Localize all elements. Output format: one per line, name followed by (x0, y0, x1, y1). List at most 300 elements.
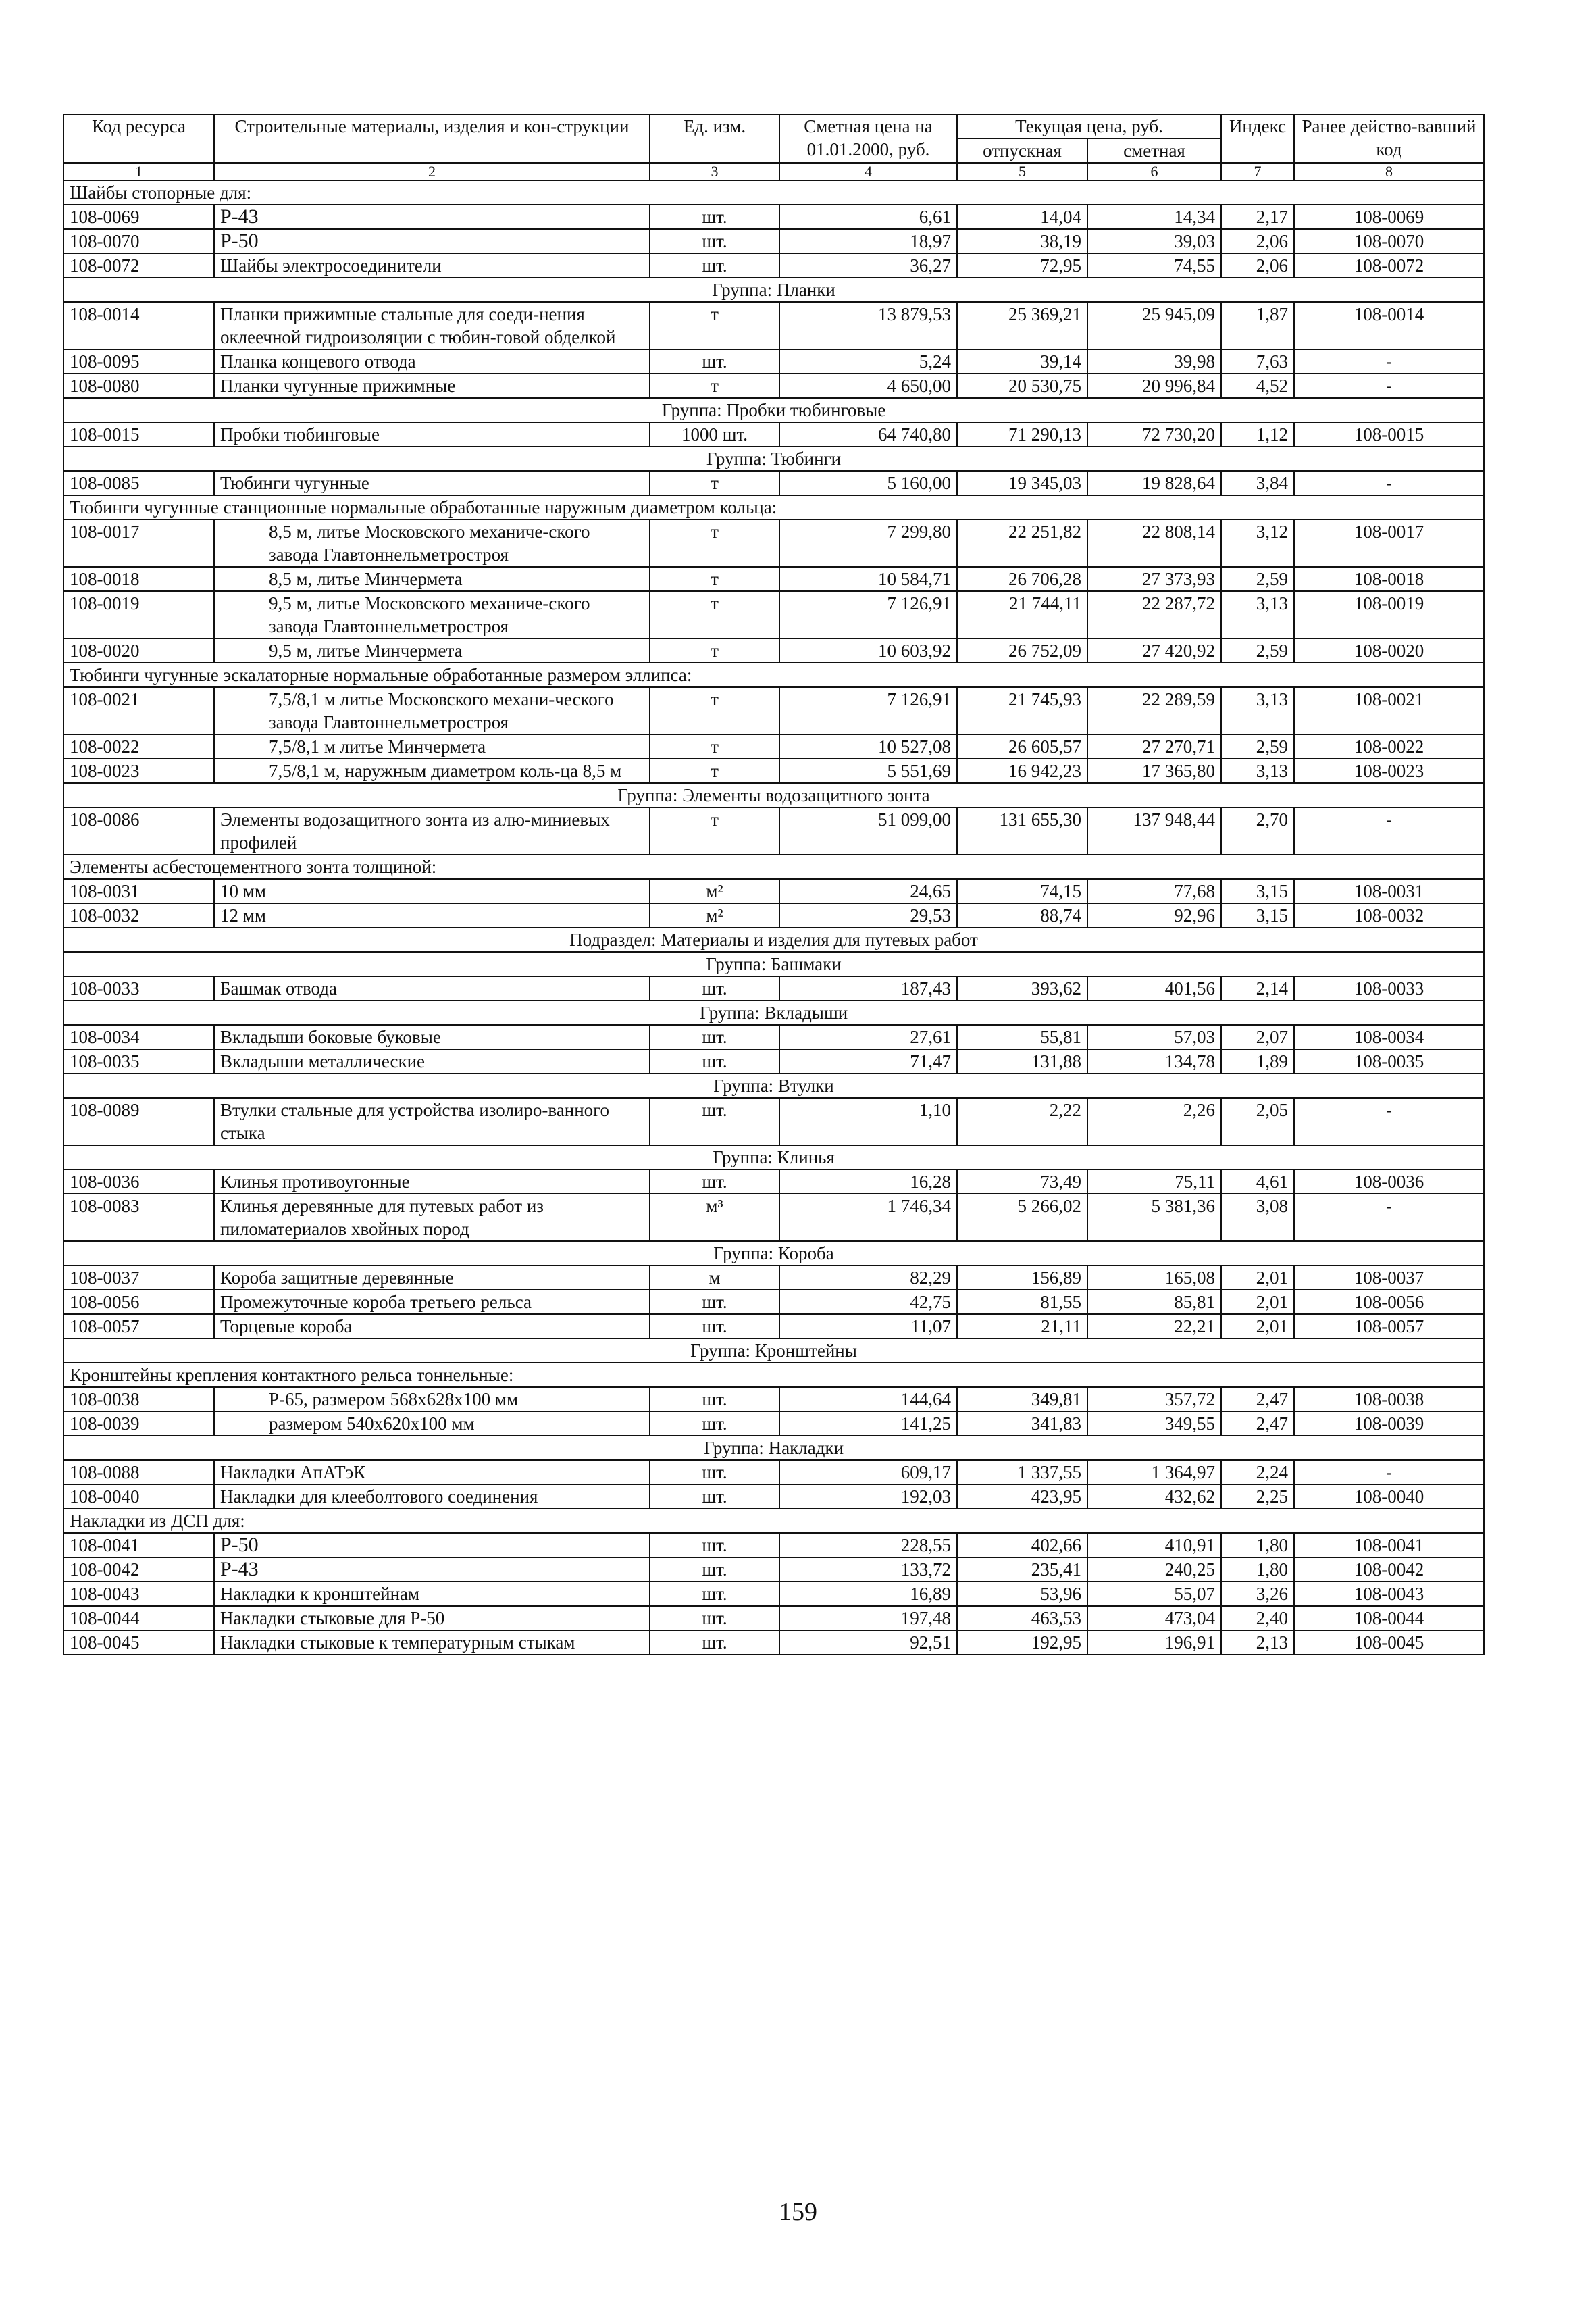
cell-index: 2,01 (1221, 1314, 1294, 1338)
cell-name: 12 мм (214, 903, 650, 928)
table-row (63, 1460, 1484, 1484)
cell-index: 3,12 (1221, 520, 1294, 567)
cell-name: Планки прижимные стальные для соеди-нения оклеечной гидроизоляции с тюбин-говой обделкой (214, 302, 650, 349)
cell-release-price: 88,74 (957, 903, 1087, 928)
cell-unit: шт. (650, 1314, 779, 1338)
cell-unit: шт. (650, 1606, 779, 1630)
cell-index: 1,80 (1221, 1557, 1294, 1582)
section-title: Подраздел: Материалы и изделия для путевых работ (63, 928, 1484, 952)
cell-unit: шт. (650, 1025, 779, 1049)
cell-estimate-price: 25 945,09 (1087, 302, 1221, 349)
column-number: 4 (779, 163, 957, 180)
cell-prev-code: 108-0072 (1294, 253, 1484, 278)
cell-base-price: 1 746,34 (779, 1194, 957, 1241)
column-number: 1 (63, 163, 214, 180)
cell-unit: шт. (650, 1098, 779, 1145)
table-row (63, 807, 1484, 855)
cell-code: 108-0031 (63, 879, 214, 903)
table-row (63, 1049, 1484, 1074)
cell-estimate-price: 5 381,36 (1087, 1194, 1221, 1241)
group-row (63, 278, 1484, 302)
cell-release-price: 74,15 (957, 879, 1087, 903)
cell-estimate-price: 196,91 (1087, 1630, 1221, 1655)
cell-code: 108-0014 (63, 302, 214, 349)
cell-name: 9,5 м, литье Московского механиче-ского завода Главтоннельметростроя (214, 591, 650, 638)
cell-release-price: 131 655,30 (957, 807, 1087, 855)
cell-estimate-price: 20 996,84 (1087, 374, 1221, 398)
cell-code: 108-0020 (63, 638, 214, 663)
group-row (63, 1241, 1484, 1265)
cell-unit: шт. (650, 1533, 779, 1557)
cell-prev-code: 108-0056 (1294, 1290, 1484, 1314)
cell-prev-code: 108-0032 (1294, 903, 1484, 928)
cell-code: 108-0017 (63, 520, 214, 567)
cell-estimate-price: 14,34 (1087, 205, 1221, 229)
cell-code: 108-0036 (63, 1169, 214, 1194)
cell-base-price: 10 584,71 (779, 567, 957, 591)
cell-name: Тюбинги чугунные (214, 471, 650, 495)
cell-release-price: 393,62 (957, 976, 1087, 1001)
cell-prev-code: 108-0042 (1294, 1557, 1484, 1582)
group-title: Группа: Элементы водозащитного зонта (63, 783, 1484, 807)
table-row (63, 205, 1484, 229)
column-number: 5 (957, 163, 1087, 180)
cell-base-price: 16,89 (779, 1582, 957, 1606)
table-row (63, 1582, 1484, 1606)
cell-estimate-price: 72 730,20 (1087, 422, 1221, 447)
subgroup-title: Тюбинги чугунные эскалаторные нормальные обработанные размером эллипса: (63, 663, 1484, 687)
cell-index: 2,24 (1221, 1460, 1294, 1484)
cell-release-price: 21,11 (957, 1314, 1087, 1338)
cell-code: 108-0057 (63, 1314, 214, 1338)
cell-index: 2,06 (1221, 253, 1294, 278)
cell-release-price: 156,89 (957, 1265, 1087, 1290)
cell-prev-code: - (1294, 349, 1484, 374)
cell-name: 7,5/8,1 м, наружным диаметром коль-ца 8,5 м (214, 759, 650, 783)
cell-index: 2,13 (1221, 1630, 1294, 1655)
cell-code: 108-0019 (63, 591, 214, 638)
cell-base-price: 13 879,53 (779, 302, 957, 349)
table-row (63, 1411, 1484, 1436)
cell-unit: шт. (650, 1484, 779, 1509)
cell-unit: шт. (650, 1411, 779, 1436)
cell-base-price: 10 527,08 (779, 734, 957, 759)
cell-code: 108-0089 (63, 1098, 214, 1145)
cell-index: 4,52 (1221, 374, 1294, 398)
table-row (63, 976, 1484, 1001)
cell-code: 108-0045 (63, 1630, 214, 1655)
group-row (63, 1338, 1484, 1363)
cell-base-price: 10 603,92 (779, 638, 957, 663)
cell-code: 108-0085 (63, 471, 214, 495)
cell-index: 2,01 (1221, 1265, 1294, 1290)
cell-estimate-price: 2,26 (1087, 1098, 1221, 1145)
cell-name: Р-43 (214, 205, 650, 229)
cell-prev-code: 108-0043 (1294, 1582, 1484, 1606)
cell-name: Р-50 (214, 229, 650, 253)
cell-prev-code: - (1294, 1194, 1484, 1241)
column-number: 6 (1087, 163, 1221, 180)
cell-code: 108-0088 (63, 1460, 214, 1484)
column-number: 8 (1294, 163, 1484, 180)
cell-estimate-price: 74,55 (1087, 253, 1221, 278)
cell-unit: шт. (650, 1049, 779, 1074)
column-number: 7 (1221, 163, 1294, 180)
cell-release-price: 5 266,02 (957, 1194, 1087, 1241)
cell-prev-code: 108-0045 (1294, 1630, 1484, 1655)
group-row (63, 447, 1484, 471)
cell-prev-code: 108-0018 (1294, 567, 1484, 591)
cell-index: 2,14 (1221, 976, 1294, 1001)
cell-unit: м³ (650, 1194, 779, 1241)
cell-index: 1,12 (1221, 422, 1294, 447)
header-name: Строительные материалы, изделия и кон-струкции (214, 114, 650, 163)
subgroup-row (63, 495, 1484, 520)
header-code: Код ресурса (63, 114, 214, 163)
cell-release-price: 235,41 (957, 1557, 1087, 1582)
cell-name: 8,5 м, литье Московского механиче-ского завода Главтоннельметростроя (214, 520, 650, 567)
cell-unit: 1000 шт. (650, 422, 779, 447)
table-row (63, 374, 1484, 398)
cell-prev-code: 108-0021 (1294, 687, 1484, 734)
cell-name: Клинья противоугонные (214, 1169, 650, 1194)
cell-estimate-price: 22 808,14 (1087, 520, 1221, 567)
cell-base-price: 609,17 (779, 1460, 957, 1484)
table-row (63, 422, 1484, 447)
cell-prev-code: - (1294, 807, 1484, 855)
page-number: 159 (779, 2198, 817, 2226)
cell-prev-code: - (1294, 1098, 1484, 1145)
cell-unit: т (650, 567, 779, 591)
cell-release-price: 26 605,57 (957, 734, 1087, 759)
table-row (63, 638, 1484, 663)
header-index: Индекс (1221, 114, 1294, 163)
cell-unit: шт. (650, 205, 779, 229)
cell-code: 108-0022 (63, 734, 214, 759)
cell-code: 108-0032 (63, 903, 214, 928)
cell-release-price: 72,95 (957, 253, 1087, 278)
group-title: Группа: Вкладыши (63, 1001, 1484, 1025)
cell-release-price: 55,81 (957, 1025, 1087, 1049)
cell-release-price: 19 345,03 (957, 471, 1087, 495)
table-row (63, 1606, 1484, 1630)
table-row (63, 302, 1484, 349)
cell-unit: т (650, 302, 779, 349)
cell-name: Накладки к кронштейнам (214, 1582, 650, 1606)
header-estimate-price: сметная (1087, 139, 1221, 163)
subgroup-row (63, 1509, 1484, 1533)
cell-prev-code: 108-0069 (1294, 205, 1484, 229)
cell-name: 8,5 м, литье Минчермета (214, 567, 650, 591)
group-title: Группа: Клинья (63, 1145, 1484, 1169)
cell-code: 108-0035 (63, 1049, 214, 1074)
cell-name: Накладки для клееболтового соединения (214, 1484, 650, 1509)
cell-index: 2,59 (1221, 734, 1294, 759)
cell-release-price: 21 745,93 (957, 687, 1087, 734)
cell-estimate-price: 17 365,80 (1087, 759, 1221, 783)
cell-prev-code: 108-0035 (1294, 1049, 1484, 1074)
cell-base-price: 144,64 (779, 1387, 957, 1411)
cell-base-price: 29,53 (779, 903, 957, 928)
subgroup-title: Шайбы стопорные для: (63, 180, 1484, 205)
cell-prev-code: 108-0022 (1294, 734, 1484, 759)
table-row (63, 759, 1484, 783)
cell-index: 2,47 (1221, 1411, 1294, 1436)
cell-base-price: 192,03 (779, 1484, 957, 1509)
cell-index: 2,05 (1221, 1098, 1294, 1145)
cell-prev-code: 108-0020 (1294, 638, 1484, 663)
group-title: Группа: Башмаки (63, 952, 1484, 976)
cell-name: Пробки тюбинговые (214, 422, 650, 447)
cell-prev-code: - (1294, 471, 1484, 495)
cell-unit: шт. (650, 253, 779, 278)
subgroup-row (63, 1363, 1484, 1387)
cell-base-price: 187,43 (779, 976, 957, 1001)
cell-unit: шт. (650, 1169, 779, 1194)
cell-prev-code: 108-0031 (1294, 879, 1484, 903)
cell-unit: т (650, 687, 779, 734)
cell-name: 7,5/8,1 м литье Минчермета (214, 734, 650, 759)
cell-estimate-price: 357,72 (1087, 1387, 1221, 1411)
cell-name: Шайбы электросоединители (214, 253, 650, 278)
table-row (63, 567, 1484, 591)
column-number: 3 (650, 163, 779, 180)
cell-code: 108-0018 (63, 567, 214, 591)
cell-unit: м (650, 1265, 779, 1290)
cell-name: Накладки АпАТэК (214, 1460, 650, 1484)
cell-index: 2,59 (1221, 567, 1294, 591)
cell-index: 2,70 (1221, 807, 1294, 855)
cell-name: Башмак отвода (214, 976, 650, 1001)
cell-prev-code: - (1294, 374, 1484, 398)
cell-base-price: 71,47 (779, 1049, 957, 1074)
cell-base-price: 24,65 (779, 879, 957, 903)
header-base-price: Сметная цена на 01.01.2000, руб. (779, 114, 957, 163)
cell-release-price: 1 337,55 (957, 1460, 1087, 1484)
cell-release-price: 26 706,28 (957, 567, 1087, 591)
table-row (63, 1314, 1484, 1338)
cell-release-price: 14,04 (957, 205, 1087, 229)
cell-estimate-price: 432,62 (1087, 1484, 1221, 1509)
cell-unit: шт. (650, 1557, 779, 1582)
cell-name: Планки чугунные прижимные (214, 374, 650, 398)
cell-prev-code: 108-0036 (1294, 1169, 1484, 1194)
cell-index: 2,47 (1221, 1387, 1294, 1411)
cell-base-price: 7 126,91 (779, 591, 957, 638)
cell-base-price: 197,48 (779, 1606, 957, 1630)
cell-estimate-price: 55,07 (1087, 1582, 1221, 1606)
table-row (63, 1557, 1484, 1582)
subgroup-title: Тюбинги чугунные станционные нормальные обработанные наружным диаметром кольца: (63, 495, 1484, 520)
cell-code: 108-0044 (63, 1606, 214, 1630)
cell-base-price: 4 650,00 (779, 374, 957, 398)
cell-unit: т (650, 638, 779, 663)
cell-release-price: 341,83 (957, 1411, 1087, 1436)
cell-name: Клинья деревянные для путевых работ из пиломатериалов хвойных пород (214, 1194, 650, 1241)
cell-name: 7,5/8,1 м литье Московского механи-ческого завода Главтоннельметростроя (214, 687, 650, 734)
group-row (63, 1436, 1484, 1460)
cell-index: 4,61 (1221, 1169, 1294, 1194)
cell-estimate-price: 22,21 (1087, 1314, 1221, 1338)
cell-code: 108-0070 (63, 229, 214, 253)
cell-estimate-price: 39,98 (1087, 349, 1221, 374)
cell-prev-code: 108-0070 (1294, 229, 1484, 253)
cell-name: Элементы водозащитного зонта из алю-миниевых профилей (214, 807, 650, 855)
subgroup-title: Накладки из ДСП для: (63, 1509, 1484, 1533)
cell-index: 7,63 (1221, 349, 1294, 374)
cell-unit: шт. (650, 349, 779, 374)
cell-release-price: 423,95 (957, 1484, 1087, 1509)
cell-code: 108-0034 (63, 1025, 214, 1049)
cell-base-price: 51 099,00 (779, 807, 957, 855)
cell-code: 108-0095 (63, 349, 214, 374)
cell-unit: шт. (650, 1582, 779, 1606)
header-prev-code: Ранее действо-вавший код (1294, 114, 1484, 163)
cell-name: 10 мм (214, 879, 650, 903)
cell-index: 3,26 (1221, 1582, 1294, 1606)
cell-prev-code: 108-0023 (1294, 759, 1484, 783)
cell-base-price: 7 299,80 (779, 520, 957, 567)
cell-unit: шт. (650, 1630, 779, 1655)
cell-unit: шт. (650, 1387, 779, 1411)
column-number: 2 (214, 163, 650, 180)
header-current-price: Текущая цена, руб. (957, 114, 1221, 139)
cell-unit: шт. (650, 976, 779, 1001)
cell-estimate-price: 165,08 (1087, 1265, 1221, 1290)
cell-unit: шт. (650, 229, 779, 253)
cell-index: 2,59 (1221, 638, 1294, 663)
subgroup-title: Кронштейны крепления контактного рельса тоннельные: (63, 1363, 1484, 1387)
cell-code: 108-0043 (63, 1582, 214, 1606)
cell-unit: т (650, 807, 779, 855)
cell-name: Короба защитные деревянные (214, 1265, 650, 1290)
cell-release-price: 71 290,13 (957, 422, 1087, 447)
cell-code: 108-0040 (63, 1484, 214, 1509)
cell-code: 108-0023 (63, 759, 214, 783)
cell-base-price: 7 126,91 (779, 687, 957, 734)
table-row (63, 1098, 1484, 1145)
cell-code: 108-0083 (63, 1194, 214, 1241)
table-row (63, 1025, 1484, 1049)
table-row (63, 734, 1484, 759)
cell-name: Торцевые короба (214, 1314, 650, 1338)
cell-prev-code: 108-0015 (1294, 422, 1484, 447)
cell-index: 3,08 (1221, 1194, 1294, 1241)
cell-code: 108-0038 (63, 1387, 214, 1411)
cell-estimate-price: 349,55 (1087, 1411, 1221, 1436)
cell-estimate-price: 27 270,71 (1087, 734, 1221, 759)
table-row (63, 1290, 1484, 1314)
section-row (63, 928, 1484, 952)
cell-release-price: 25 369,21 (957, 302, 1087, 349)
cell-name: Вкладыши металлические (214, 1049, 650, 1074)
cell-release-price: 192,95 (957, 1630, 1087, 1655)
cell-estimate-price: 473,04 (1087, 1606, 1221, 1630)
cell-estimate-price: 39,03 (1087, 229, 1221, 253)
group-title: Группа: Накладки (63, 1436, 1484, 1460)
header-unit: Ед. изм. (650, 114, 779, 163)
cell-base-price: 141,25 (779, 1411, 957, 1436)
cell-code: 108-0015 (63, 422, 214, 447)
cell-index: 2,25 (1221, 1484, 1294, 1509)
cell-unit: шт. (650, 1460, 779, 1484)
cell-name: Вкладыши боковые буковые (214, 1025, 650, 1049)
cell-index: 2,17 (1221, 205, 1294, 229)
cell-base-price: 228,55 (779, 1533, 957, 1557)
cell-release-price: 22 251,82 (957, 520, 1087, 567)
cell-base-price: 27,61 (779, 1025, 957, 1049)
cell-code: 108-0033 (63, 976, 214, 1001)
cell-base-price: 1,10 (779, 1098, 957, 1145)
cell-estimate-price: 137 948,44 (1087, 807, 1221, 855)
table-body (63, 180, 1484, 1655)
table-row (63, 253, 1484, 278)
cell-release-price: 402,66 (957, 1533, 1087, 1557)
cell-unit: т (650, 591, 779, 638)
cell-base-price: 36,27 (779, 253, 957, 278)
cell-release-price: 73,49 (957, 1169, 1087, 1194)
table-row (63, 471, 1484, 495)
cell-estimate-price: 27 420,92 (1087, 638, 1221, 663)
cell-code: 108-0021 (63, 687, 214, 734)
cell-index: 3,84 (1221, 471, 1294, 495)
group-row (63, 398, 1484, 422)
cell-name: Р-65, размером 568х628х100 мм (214, 1387, 650, 1411)
group-row (63, 1074, 1484, 1098)
cell-code: 108-0086 (63, 807, 214, 855)
table-row (63, 1387, 1484, 1411)
cell-index: 1,87 (1221, 302, 1294, 349)
cell-base-price: 18,97 (779, 229, 957, 253)
header-release-price: отпускная (957, 139, 1087, 163)
table-row (63, 1630, 1484, 1655)
cell-release-price: 2,22 (957, 1098, 1087, 1145)
cell-release-price: 20 530,75 (957, 374, 1087, 398)
cell-estimate-price: 57,03 (1087, 1025, 1221, 1049)
cell-prev-code: 108-0037 (1294, 1265, 1484, 1290)
cell-name: Втулки стальные для устройства изолиро-ванного стыка (214, 1098, 650, 1145)
cell-estimate-price: 410,91 (1087, 1533, 1221, 1557)
cell-estimate-price: 1 364,97 (1087, 1460, 1221, 1484)
subgroup-row (63, 855, 1484, 879)
cell-base-price: 6,61 (779, 205, 957, 229)
cell-estimate-price: 75,11 (1087, 1169, 1221, 1194)
cell-name: Р-43 (214, 1557, 650, 1582)
cell-estimate-price: 22 287,72 (1087, 591, 1221, 638)
cell-unit: т (650, 520, 779, 567)
cell-unit: т (650, 471, 779, 495)
cell-prev-code: 108-0039 (1294, 1411, 1484, 1436)
cell-name: 9,5 м, литье Минчермета (214, 638, 650, 663)
cell-estimate-price: 401,56 (1087, 976, 1221, 1001)
cell-prev-code: 108-0019 (1294, 591, 1484, 638)
cell-prev-code: 108-0014 (1294, 302, 1484, 349)
cell-code: 108-0056 (63, 1290, 214, 1314)
cell-index: 2,01 (1221, 1290, 1294, 1314)
table-row (63, 1484, 1484, 1509)
group-title: Группа: Втулки (63, 1074, 1484, 1098)
group-title: Группа: Короба (63, 1241, 1484, 1265)
cell-release-price: 463,53 (957, 1606, 1087, 1630)
cell-name: Р-50 (214, 1533, 650, 1557)
cell-index: 3,15 (1221, 879, 1294, 903)
cell-index: 2,06 (1221, 229, 1294, 253)
group-title: Группа: Пробки тюбинговые (63, 398, 1484, 422)
cell-prev-code: 108-0017 (1294, 520, 1484, 567)
cell-name: Планка концевого отвода (214, 349, 650, 374)
cell-estimate-price: 77,68 (1087, 879, 1221, 903)
cell-index: 3,13 (1221, 591, 1294, 638)
